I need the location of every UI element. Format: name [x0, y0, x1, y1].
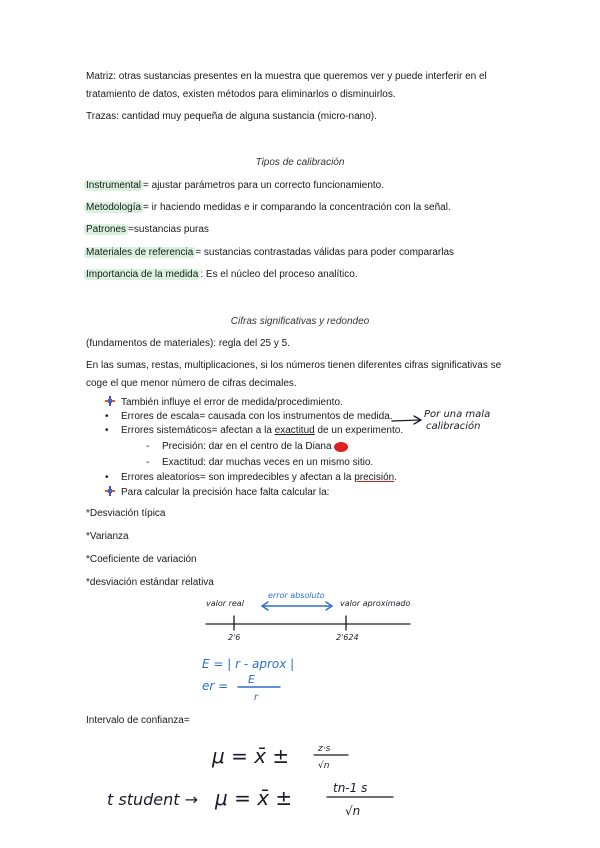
formula-student-num: tn-1 s — [333, 781, 368, 795]
fundamentos-paragraph: (fundamentos de materiales): regla del 25 y 5. — [86, 338, 290, 349]
bullet-item-error-medida: También influye el error de medida/procedimiento. — [121, 397, 343, 408]
calibration-item-importancia — [86, 266, 358, 284]
trazas-paragraph: Trazas: cantidad muy pequeña de alguna sustancia (micro-nano). — [86, 111, 377, 122]
bullet-text: Errores aleatorios= son impredecibles y afectan a la — [121, 472, 355, 483]
definition-text: =sustancias puras — [128, 224, 209, 235]
label-error-absoluto: error absoluto — [268, 591, 325, 600]
formula-student-lhs: μ = x̄ ± — [215, 786, 293, 810]
definition-text: : Es el núcleo del proceso analítico. — [200, 269, 358, 280]
calibration-item-instrumental — [86, 177, 384, 195]
tick-right-value: 2'624 — [336, 633, 359, 642]
handnote-line2: calibración — [426, 421, 481, 432]
handwritten-arrow-note — [390, 405, 510, 435]
formula-confidence-interval — [210, 735, 370, 775]
formula-relative-error-den: r — [254, 692, 259, 703]
formula-relative-error-num: E — [248, 673, 255, 686]
formula-mu-den: √n — [318, 761, 330, 771]
dash-bullet: - — [146, 441, 150, 452]
formula-mu-lhs: μ = x̄ ± — [212, 744, 290, 768]
stats-item-varianza: *Varianza — [86, 531, 129, 542]
colorful-bullet-icon — [105, 396, 115, 411]
tick-left-value: 2'6 — [228, 633, 241, 642]
bullet-item-calcular-precision: Para calcular la precisión hace falta calcular la: — [121, 487, 330, 498]
bullet-item-errores-aleatorios — [121, 471, 397, 485]
underlined-exactitud: exactitud — [274, 425, 315, 436]
dot-bullet-icon: • — [105, 411, 109, 422]
highlighted-term: Importancia de la medida — [86, 269, 199, 280]
highlighted-term: Metodología — [86, 202, 142, 213]
definition-text: = sustancias contrastadas válidas para poder compararlas — [195, 247, 455, 258]
label-valor-real: valor real — [206, 599, 244, 608]
bullet-item-errores-escala: Errores de escala= causada con los instrumentos de medida. — [121, 411, 393, 422]
matriz-paragraph: Matriz: otras sustancias presentes en la muestra que queremos ver y puede interferir en el tratamiento de datos, existen métodos para eliminarlos o disminuirlos. — [86, 71, 487, 100]
dash-bullet: - — [146, 457, 150, 468]
definition-text: = ir haciendo medidas e ir comparando la concentración con la señal. — [143, 202, 451, 213]
red-dot-mark — [334, 442, 348, 452]
sub-item-precision: Precisión: dar en el centro de la Diana — [162, 441, 332, 452]
underlined-precision: precisión — [354, 472, 395, 483]
section-title-calibracion: Tipos de calibración — [255, 157, 345, 168]
dot-bullet-icon: • — [105, 472, 109, 483]
highlighted-term: Materiales de referencia — [86, 247, 194, 258]
sumas-paragraph: En las sumas, restas, multiplicaciones, si los números tienen diferentes cifras significativas se coge el que menor número de cifras decimales. — [86, 360, 502, 389]
intervalo-label: Intervalo de confianza= — [86, 715, 190, 726]
definition-text: = ajustar parámetros para un correcto funcionamiento. — [143, 180, 384, 191]
section-title-cifras: Cifras significativas y redondeo — [230, 316, 370, 327]
colorful-bullet-icon — [105, 486, 115, 501]
handnote-line1: Por una mala — [424, 409, 491, 420]
error-diagram — [200, 588, 420, 708]
highlighted-term: Patrones — [86, 224, 127, 235]
label-valor-aproximado: valor aproximado — [340, 599, 411, 608]
highlighted-term: Instrumental — [86, 180, 142, 191]
formula-absolute-error: E = | r - aprox | — [202, 657, 295, 671]
stats-item-desviacion: *Desviación típica — [86, 508, 166, 519]
bullet-text: . — [394, 472, 397, 483]
formula-student-den: √n — [345, 804, 361, 818]
calibration-item-materiales — [86, 244, 454, 262]
formula-relative-error-lhs: er = — [202, 679, 229, 693]
bullet-item-errores-sistematicos — [121, 424, 403, 438]
bullet-text: Errores sistemáticos= afectan a la — [121, 425, 275, 436]
stats-item-desviacion-relativa: *desviación estándar relativa — [86, 577, 214, 588]
bullet-text: de un experimento. — [314, 425, 404, 436]
stats-item-coeficiente: *Coeficiente de variación — [86, 554, 197, 565]
formula-student-label: t student → — [107, 790, 199, 809]
formula-student — [105, 775, 405, 825]
formula-mu-num: z·s — [318, 744, 331, 754]
calibration-item-metodologia — [86, 199, 451, 217]
dot-bullet-icon: • — [105, 425, 109, 436]
sub-item-exactitud: Exactitud: dar muchas veces en un mismo sitio. — [162, 457, 374, 468]
calibration-item-patrones — [86, 221, 209, 239]
